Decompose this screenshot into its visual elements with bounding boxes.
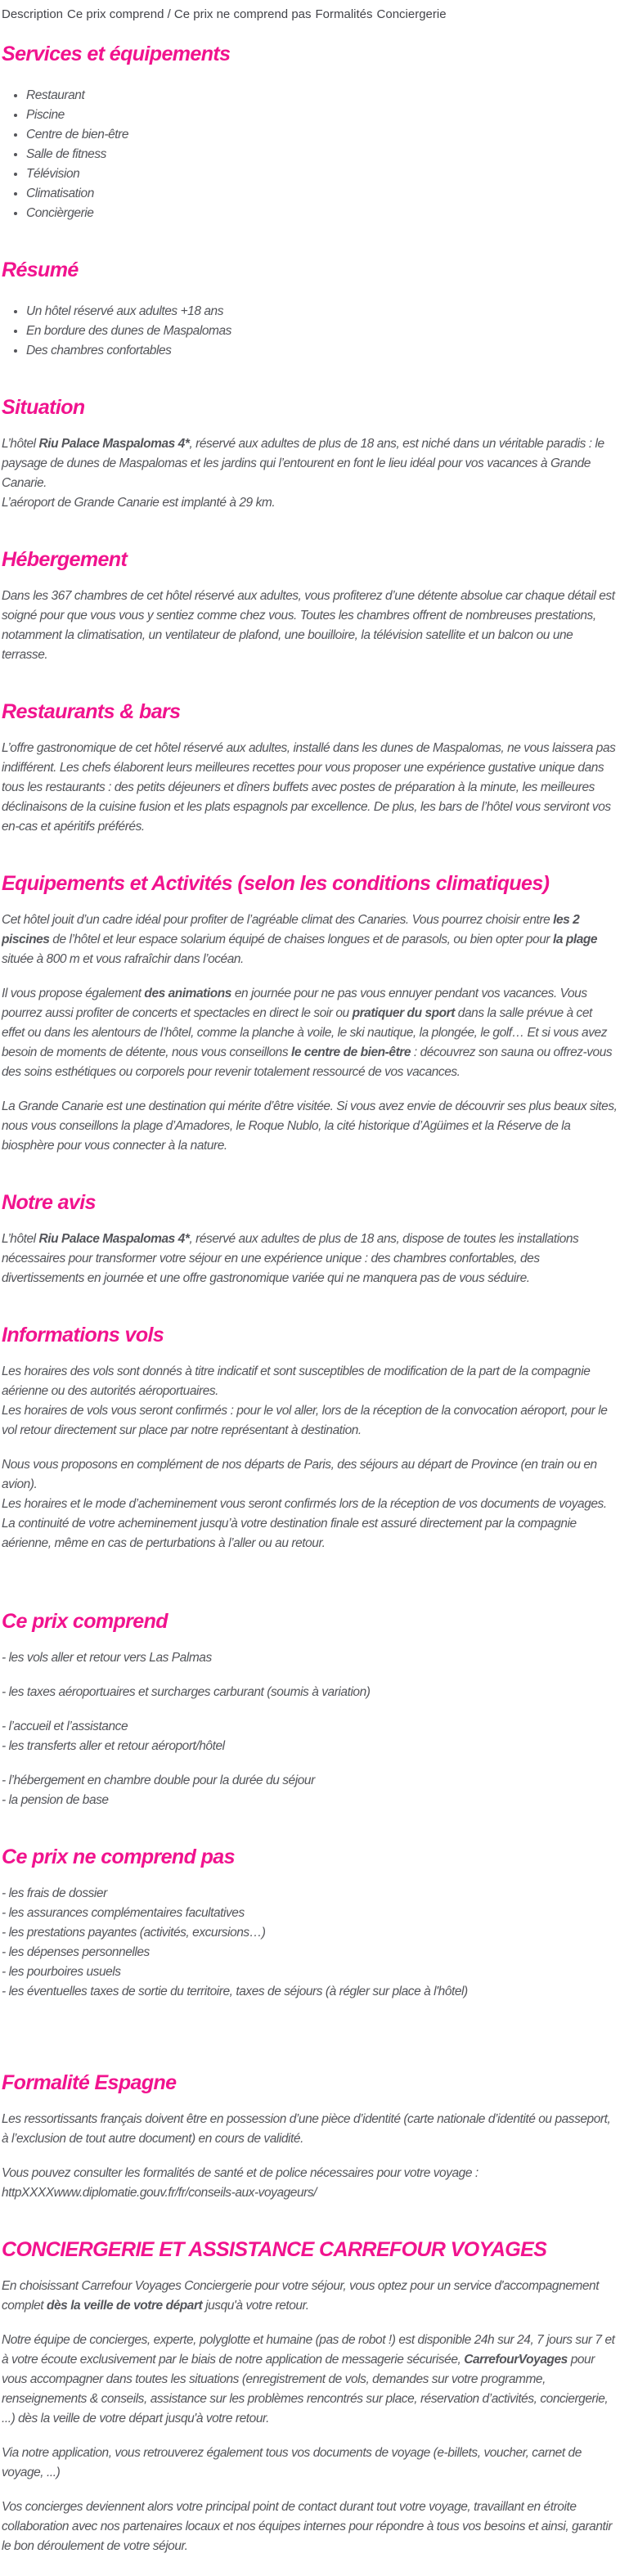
list-item: • Un hôtel réservé aux adultes +18 ans: [26, 302, 618, 321]
section-hebergement: [2, 547, 618, 665]
paragraph: Il vous propose également des animations en journée pour ne pas vous ennuyer pendant vos vacances. Vous pourrez aussi profiter de concerts et spectacles en direct le soir ou pratiquer du sport dans la salle prévue à cet effet ou dans les alentours de l’hôtel, comme la planche à voile, le ski nautique, la plongée, le golf… Et si vous avez besoin de moments de détente, nous vous conseillons le centre de bien-être : découvrez son sauna ou offrez-vous des soins esthétiques ou corporels pour revenir totalement ressourcé de vos vacances.: [2, 987, 613, 1079]
services-list: [2, 86, 618, 223]
tab-description[interactable]: Description: [2, 7, 64, 21]
section-formalite-espagne: [2, 2070, 618, 2203]
paragraph: Via notre application, vous retrouverez également tous vos documents de voyage (e-billets, voucher, carnet de voyage, ...): [2, 2446, 582, 2479]
section-notre-avis: [2, 1190, 618, 1288]
section-title: CONCIERGERIE ET ASSISTANCE CARREFOUR VOYAGES: [2, 2238, 547, 2261]
included-item-group: - l’hébergement en chambre double pour la durée du séjour - la pension de base: [2, 1774, 315, 1807]
paragraph: Vos concierges deviennent alors votre principal point de contact durant tout votre voyage, travaillant en étroite collaboration avec nos partenaires locaux et nos équipes internes pour répondre à tous vos besoins et ainsi, garantir le bon déroulement de votre séjour.: [2, 2500, 613, 2553]
list-item: • Des chambres confortables: [26, 341, 618, 361]
section-title: Formalité Espagne: [2, 2071, 177, 2094]
section-title: Informations vols: [2, 1324, 164, 1346]
section-restaurants-bars: [2, 699, 618, 837]
section-title: Equipements et Activités (selon les conditions climatiques): [2, 872, 550, 895]
resume-list: [2, 302, 618, 361]
section-ce-prix-comprend: [2, 1609, 618, 1810]
paragraph: Cet hôtel jouit d’un cadre idéal pour profiter de l’agréable climat des Canaries. Vous pourrez choisir entre les 2 piscines de l’hôtel et leur espace solarium équipé de chaises longues et de parasols, ou bien opter pour la plage située à 800 m et vous rafraîchir dans l’océan.: [2, 913, 598, 966]
section-resume: [2, 258, 618, 361]
paragraph: Vous pouvez consulter les formalités de santé et de police nécessaires pour votre voyage : httpXXXXwww.diplomatie.gouv.fr/fr/conseils-aux-voyageurs/: [2, 2166, 478, 2200]
included-item-group: - les taxes aéroportuaires et surcharges carburant (soumis à variation): [2, 1685, 371, 1699]
tab-conciergerie[interactable]: Conciergerie: [376, 7, 447, 21]
section-title: Hébergement: [2, 548, 128, 571]
section-informations-vols: [2, 1323, 618, 1553]
section-title: Restaurants & bars: [2, 700, 181, 723]
list-item: • En bordure des dunes de Maspalomas: [26, 321, 618, 341]
list-item: • Piscine: [26, 106, 618, 125]
paragraph: Nous vous proposons en complément de nos départs de Paris, des séjours au départ de Province (en train ou en avion). Les horaires et le mode d’acheminement vous seront confirmés lors de la réception de vos documents de voyages. La continuité de votre acheminement jusqu’à votre destination finale est assuré directement par la compagnie aérienne, même en cas de perturbations à l’aller ou au retour.: [2, 1458, 607, 1550]
included-item-group: - l’accueil et l’assistance - les transferts aller et retour aéroport/hôtel: [2, 1720, 225, 1753]
list-item: • Restaurant: [26, 86, 618, 106]
section-services-equipements: [2, 42, 618, 223]
tab-formalites[interactable]: Formalités: [315, 7, 373, 21]
list-item: • Salle de fitness: [26, 145, 618, 164]
list-item: • Concièrgerie: [26, 204, 618, 223]
paragraph: Les ressortissants français doivent être en possession d’une pièce d’identité (carte nationale d’identité ou passeport, à l’exclusion de tout autre document) en cours de validité.: [2, 2112, 611, 2146]
excluded-item-group: - les frais de dossier - les assurances complémentaires facultatives - les prestations payantes (activités, excursions…) - les dépenses personnelles - les pourboires usuels - les éventuelles taxes de sortie du territoire, taxes de séjours (à régler sur place à l'hôtel): [2, 1886, 468, 1998]
paragraph: L’offre gastronomique de cet hôtel réservé aux adultes, installé dans les dunes de Maspalomas, ne vous laissera pas indifférent. Les chefs élaborent leurs meilleures recettes pour vous proposer une expérience gustative unique dans tous les restaurants : des petits déjeuners et dîners buffets avec postes de préparation à la minute, les meilleures déclinaisons de la cuisine fusion et les plats espagnols par excellence. De plus, les bars de l’hôtel vous serviront vos en-cas et apéritifs préférés.: [2, 741, 616, 834]
section-ce-prix-ne-comprend-pas: [2, 1845, 618, 2002]
section-situation: [2, 395, 618, 513]
paragraph: En choisissant Carrefour Voyages Conciergerie pour votre séjour, vous optez pour un service d'accompagnement complet dès la veille de votre départ jusqu'à votre retour.: [2, 2279, 600, 2313]
list-item: • Climatisation: [26, 184, 618, 204]
paragraph: L’hôtel Riu Palace Maspalomas 4*, réservé aux adultes de plus de 18 ans, dispose de toutes les installations nécessaires pour transformer votre séjour en une expérience unique : des chambres confortables, des divertissements en journée et une offre gastronomique variée qui ne manquera pas de vous séduire.: [2, 1232, 579, 1285]
paragraph: Dans les 367 chambres de cet hôtel réservé aux adultes, vous profiterez d’une détente absolue car chaque détail est soigné pour que vous vous y sentiez comme chez vous. Toutes les chambres offrent de nombreuses prestations, notamment la climatisation, un ventilateur de plafond, une bouilloire, la télévision satellite et un balcon ou une terrasse.: [2, 589, 615, 662]
section-title: Ce prix comprend: [2, 1610, 168, 1633]
section-title: Résumé: [2, 258, 79, 281]
section-conciergerie-assistance: [2, 2237, 618, 2556]
description-tab-bar: [2, 7, 618, 22]
tab-ce-prix-comprend[interactable]: Ce prix comprend / Ce prix ne comprend pas: [67, 7, 312, 21]
list-item: • Télévision: [26, 164, 618, 184]
section-title: Ce prix ne comprend pas: [2, 1845, 235, 1868]
section-title: Services et équipements: [2, 43, 231, 65]
paragraph: Notre équipe de concierges, experte, polyglotte et humaine (pas de robot !) est disponible 24h sur 24, 7 jours sur 7 et à votre écoute exclusivement par le biais de notre application de messagerie sécurisée, CarrefourVoyages pour vous accompagner dans toutes les situations (enregistrement de vols, demandes sur votre programme, renseignements & conseils, assistance sur les problèmes rencontrés sur place, réservation d’activités, conciergerie, ...) dès la veille de votre départ jusqu'à votre retour.: [2, 2333, 615, 2425]
section-title: Notre avis: [2, 1191, 96, 1214]
list-item: • Centre de bien-être: [26, 125, 618, 145]
paragraph: Les horaires des vols sont donnés à titre indicatif et sont susceptibles de modification de la part de la compagnie aérienne ou des autorités aéroportuaires. Les horaires de vols vous seront confirmés : pour le vol aller, lors de la réception de la convocation aéroport, pour le vol retour directement sur place par notre représentant à destination.: [2, 1364, 608, 1437]
paragraph: L’hôtel Riu Palace Maspalomas 4*, réservé aux adultes de plus de 18 ans, est niché dans un véritable paradis : le paysage de dunes de Maspalomas et les jardins qui l’entourent en font le lieu idéal pour vos vacances à Grande Canarie. L’aéroport de Grande Canarie est implanté à 29 km.: [2, 437, 604, 510]
paragraph: La Grande Canarie est une destination qui mérite d’être visitée. Si vous avez envie de découvrir ses plus beaux sites, nous vous conseillons la plage d’Amadores, le Roque Nublo, la cité historique d’Agüimes et la Réserve de la biosphère pour vous connecter à la nature.: [2, 1099, 618, 1153]
section-equipements-activites: [2, 871, 618, 1156]
section-title: Situation: [2, 396, 85, 419]
included-item-group: - les vols aller et retour vers Las Palmas: [2, 1651, 212, 1665]
